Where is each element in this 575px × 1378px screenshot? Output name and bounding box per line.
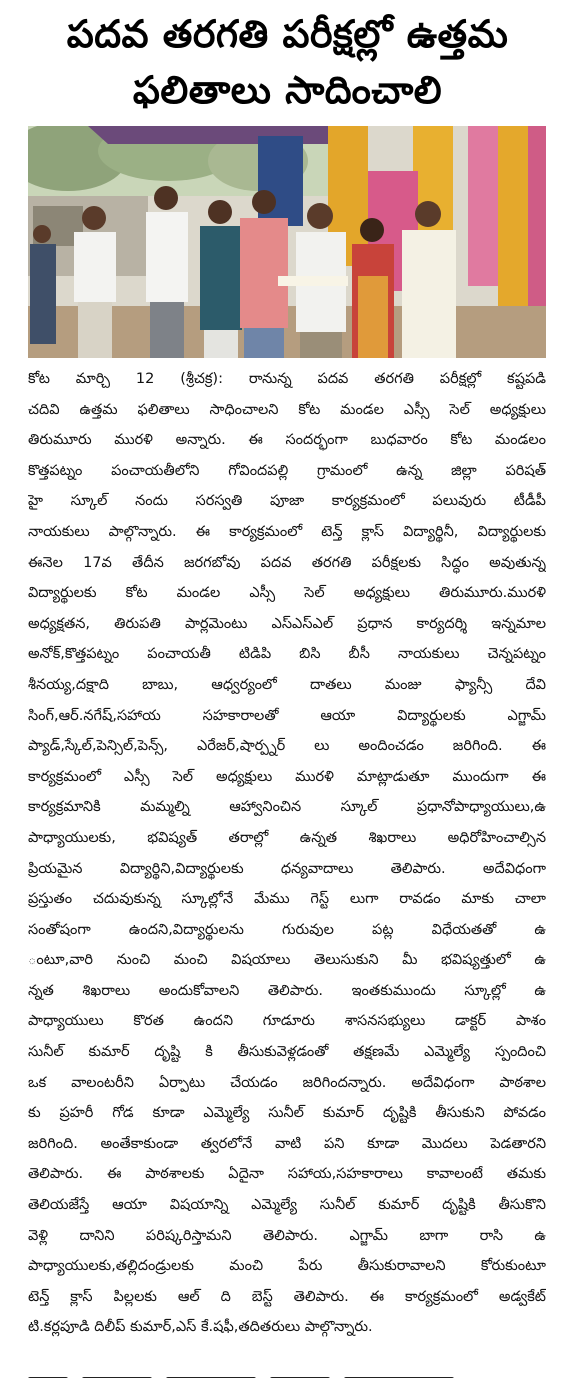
article-line: పాధ్యాయులకు, భవిష్యత్ తరాల్లో ఉన్నత శిఖరాలు అధిరోహించాల్సిన (28, 829, 546, 846)
cropped-next-line (28, 1370, 546, 1378)
article-line: ప్యాడ్,స్కేల్,పెన్సిల్,పెన్స్, ఎరేజర్,షార్ప్నర్ లు అందించడం జరిగింది. ఈ (28, 738, 546, 755)
news-photo-icon (28, 126, 546, 358)
article-line: సింగ్,ఆర్.నగేష్,సహాయ సహకారాలతో ఆయా విద్యార్థులకు ఎగ్జామ్ (28, 707, 546, 724)
article-line: సంతోషంగా ఉందని,విద్యార్థులను గురువుల పట్ల విధేయతతో ఉ (28, 921, 546, 938)
article-line: నాయకులు పాల్గొన్నారు. ఈ కార్యక్రమంలో టెన్త్ క్లాస్ విద్యార్థినీ, విద్యార్థులకు (28, 523, 546, 540)
article-line: వెళ్లి దానిని పరిష్కరిస్తామని తెలిపారు. ఎగ్జామ్ బాగా రాసి ఉ (28, 1227, 546, 1244)
article-line: చదివి ఉత్తమ ఫలితాలు సాధించాలని కోట మండల ఎస్సీ సెల్ అధ్యక్షులు (28, 401, 546, 418)
article-line: కు ప్రహరీ గోడ కూడా ఎమ్మెల్యే సునీల్ కుమార్ దృష్టికి తీసుకుని పోవడం (28, 1105, 546, 1122)
article-line: తెలిపారు. ఈ పాఠశాలకు ఏదైనా సహాయ,సహకారాలు కావాలంటే తమకు (28, 1166, 546, 1183)
headline-line-2: ఫలితాలు సాదించాలి (132, 68, 443, 112)
article-line: హై స్కూల్ నందు సరస్వతి పూజా కార్యక్రమంలో పలువురు టీడీపీ (28, 493, 546, 510)
article-line: కొత్తపట్నం పంచాయతీలోని గోవిందపల్లి గ్రామంలో ఉన్న జిల్లా పరిషత్ (28, 462, 546, 479)
article-line: కోట మార్చి 12 (శ్రీచక్ర): రానున్న పదవ తరగతి పరీక్షల్లో కష్టపడి (28, 371, 546, 387)
article-line: కార్యక్రమంలో ఎస్సీ సెల్ అధ్యక్షులు మురళి మాట్లాడుతూ ముందుగా ఈ (28, 768, 546, 785)
article-line: తిరుమూరు మురళి అన్నారు. ఈ సందర్భంగా బుధవారం కోట మండలం (28, 432, 546, 449)
article-line: ప్రియమైన విద్యార్థిని,విద్యార్థులకు ధన్యవాదాలు తెలిపారు. అదేవిధంగా (28, 860, 546, 877)
article-line: ఈనెల 17వ తేదీన జరగబోవు పదవ తరగతి పరీక్షలకు సిద్ధం అవుతున్న (28, 554, 546, 571)
headline-line-1: పదవ తరగతి పరీక్షల్లో ఉత్తమ (66, 12, 509, 56)
article-line: తెలియజేస్తే ఆయా విషయాన్ని ఎమ్మెల్యే సునీల్ కుమార్ దృష్టికి తీసుకొని (28, 1197, 546, 1214)
article-body (28, 364, 546, 1343)
article-line: టెన్త్ క్లాస్ పిల్లలకు ఆల్ ది బెస్ట్ తెలిపారు. ఈ కార్యక్రమంలో అడ్వకేట్ (28, 1288, 546, 1305)
article-line: ఒక వాలంటరీని ఏర్పాటు చేయడం జరిగిందన్నారు. అదేవిధంగా పాఠశాల (28, 1074, 546, 1091)
article-line: విద్యార్థులకు కోట మండల ఎస్సీ సెల్ అధ్యక్షులు తిరుమూరు.మురళి (28, 585, 546, 602)
article-line: కార్యక్రమానికి మమ్మల్ని ఆహ్వానించిన స్కూల్ ప్రధానోపాధ్యాయులు,ఉ (28, 799, 546, 816)
headline (10, 6, 565, 118)
article-line: అనోక్,కొత్తపట్నం పంచాయతీ టిడిపి బిసి బీసీ నాయకులు చెన్నపట్నం (28, 646, 546, 663)
article-line: అధ్యక్షతన, తిరుపతి పార్లమెంటు ఎస్ఎస్ఎల్ ప్రధాన కార్యదర్శి ఇన్నమాల (28, 615, 546, 632)
article-line: సునీల్ కుమార్ దృష్టి కి తీసుకువెళ్లడంతో తక్షణమే ఎమ్మెల్యే స్పందించి (28, 1044, 546, 1061)
article-line: పాధ్యాయులకు,తల్లిదండ్రులకు మంచి పేరు తీసుకురావాలని కోరుకుంటూ (28, 1258, 546, 1275)
article-line: ప్రస్తుతం చదువుకున్న స్కూల్లోనే మేము గెస్ట్ లుగా రావడం మాకు చాలా (28, 891, 546, 908)
article-line: ంటూ,వారి నుంచి మంచి విషయాలు తెలుసుకుని మీ భవిష్యత్తులో ఉ (28, 952, 546, 969)
article-line: టి.కర్లపూడి దిలీప్ కుమార్,ఎస్ కే.షఫీ,తదితరులు పాల్గొన్నారు. (28, 1319, 373, 1336)
article-line: పాధ్యాయులు కొరత ఉందని గూడూరు శాసనసభ్యులు డాక్టర్ పాశం (28, 1013, 546, 1030)
news-photo (28, 126, 546, 358)
article-line: శీనయ్య,దక్షాది బాబు, ఆధ్వర్యంలో దాతలు మంజు ఫ్యాన్సీ దేవి (28, 676, 546, 693)
article-line: జరిగింది. అంతేకాకుండా త్వరలోనే వాటి పని కూడా మొదలు పెడతారని (28, 1135, 546, 1152)
article-line: న్నత శిఖరాలు అందుకోవాలని తెలిపారు. ఇంతకుముందు స్కూల్లో ఉ (28, 982, 546, 999)
